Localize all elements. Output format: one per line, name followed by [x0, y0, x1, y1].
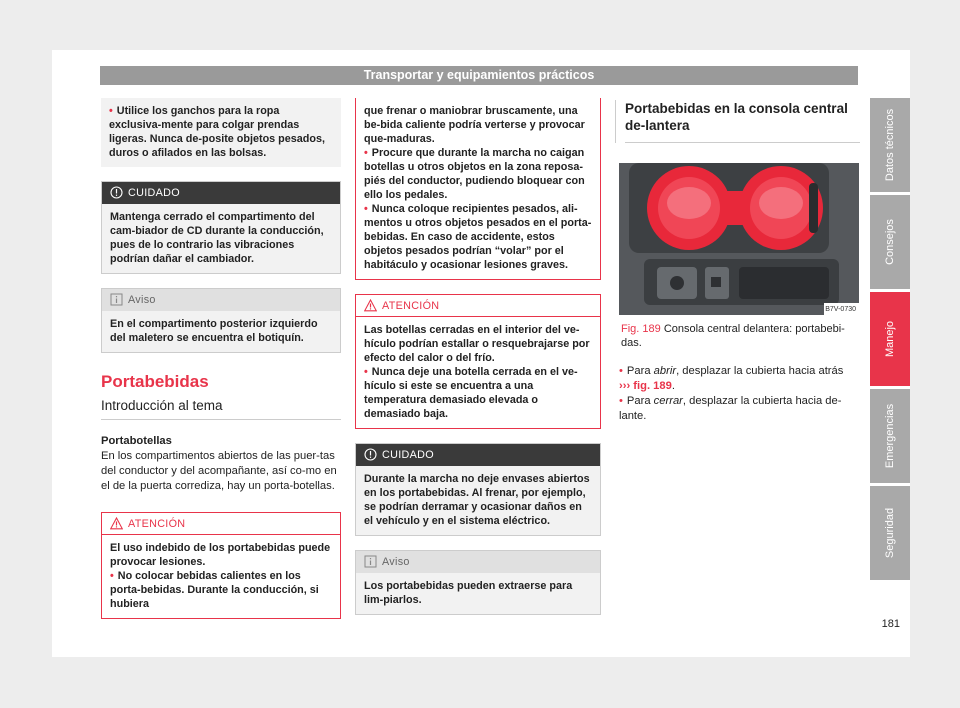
instruction-open: • Para abrir, desplazar la cubierta hacia atrás ››› fig. 189. — [619, 364, 859, 394]
cuidado-body: Mantenga cerrado el compartimento del cam-biador de CD durante la conducción, pues de lo contrario las vibraciones podrían dañar el cambiador. — [110, 211, 324, 265]
aviso-body: En el compartimento posterior izquierdo del maletero se encuentra el botiquín. — [110, 318, 318, 344]
bullet-item: • No colocar bebidas calientes en los porta-bebidas. Durante la conducción, si hubiera — [110, 569, 332, 611]
bullet-item: • Procure que durante la marcha no caigan botellas u otros objetos en la zona reposa-piés del conductor, pudiendo bloquear con ello los pedales. — [364, 146, 592, 202]
chapter-tabs — [870, 98, 910, 583]
section-heading: Portabebidas en la consola central de-lantera — [625, 100, 860, 143]
bullet-item: • Nunca deje una botella cerrada en el ve-hículo si este se encuentra a una temperatura demasiado elevada o demasiado baja. — [364, 365, 592, 421]
atencion-continuation — [355, 98, 601, 280]
atencion-title: ATENCIÓN — [356, 295, 600, 317]
column-middle — [355, 98, 601, 629]
cupholder-photo — [619, 163, 859, 315]
aviso-title: Aviso — [356, 551, 600, 573]
cuidado-title: CUIDADO — [356, 444, 600, 466]
photo-code: B7V-0730 — [825, 306, 856, 313]
cupholder-illustration — [619, 163, 859, 315]
column-left — [101, 98, 341, 633]
atencion-body: El uso indebido de los portabebidas puede provocar lesiones. • No colocar bebidas calientes en los porta-bebidas. Durante la conducción, si hubiera — [102, 535, 340, 618]
aviso-title: Aviso — [102, 289, 340, 311]
info-circle-icon — [110, 186, 123, 199]
bullet-item: • Nunca coloque recipientes pesados, ali-mentos u otros objetos pesados en el porta-bebidas. En caso de accidente, estos objetos pesados podrían “volar” por el habitáculo y ocasionar lesiones graves. — [364, 202, 592, 272]
bullet-item: • Utilice los ganchos para la ropa exclusiva-mente para colgar prendas ligeras. Nunca de-posite objetos pesados, duros o afilados en las bolsas. — [101, 98, 341, 167]
cuidado-box — [101, 181, 341, 274]
warning-triangle-icon — [110, 517, 123, 530]
section-title: Portabebidas — [101, 372, 209, 391]
note-continuation — [101, 98, 341, 167]
tab-manejo[interactable]: Manejo — [870, 292, 910, 386]
tab-consejos[interactable]: Consejos — [870, 195, 910, 289]
section-heading-wrap — [615, 100, 859, 143]
figure-caption: Fig. 189 Consola central delantera: portabebi-das. — [621, 323, 845, 349]
cuidado-body: Durante la marcha no deje envases abiertos en los portabebidas. Al frenar, por ejemplo, se podrían derramar y ocasionar daños en el vehículo y en el sistema eléctrico. — [364, 473, 590, 527]
atencion-box-2 — [355, 294, 601, 429]
atencion-box — [101, 512, 341, 619]
tab-datos-tecnicos[interactable]: Datos técnicos — [870, 98, 910, 192]
info-circle-icon — [364, 448, 377, 461]
cuidado-title: CUIDADO — [102, 182, 340, 204]
instruction-list — [619, 364, 859, 424]
sub-heading: Portabotellas — [101, 435, 172, 447]
instruction-close: • Para cerrar, desplazar la cubierta hacia de-lante. — [619, 394, 859, 424]
warning-triangle-icon — [364, 299, 377, 312]
page-number: 181 — [881, 618, 900, 630]
aviso-box — [101, 288, 341, 353]
section-subtitle: Introducción al tema — [101, 399, 341, 421]
atencion-title: ATENCIÓN — [102, 513, 340, 535]
info-icon — [364, 555, 377, 568]
atencion-continuation-body: que frenar o maniobrar bruscamente, una be-bida caliente podría verterse y provocar que-maduras. • Procure que durante la marcha no caigan botellas u otros objetos en la zona reposa-piés del conductor, pudiendo bloquear con ello los pedales. • Nunca coloque recipientes pesados, ali-mentos u otros objetos pesados en el porta-bebidas. En caso de accidente, estos objetos pesados podrían “volar” por el habitáculo y ocasionar lesiones graves. — [356, 98, 600, 279]
tab-emergencias[interactable]: Emergencias — [870, 389, 910, 483]
aviso-box-2 — [355, 550, 601, 615]
info-icon — [110, 293, 123, 306]
aviso-body: Los portabebidas pueden extraerse para lim-piarlos. — [364, 580, 573, 606]
column-right — [615, 98, 859, 424]
figure-reference-link[interactable]: ››› fig. 189 — [619, 380, 672, 392]
atencion-body: Las botellas cerradas en el interior del ve-hículo podrían estallar o resquebrajarse por efecto del calor o del frío. • Nunca deje una botella cerrada en el ve-hículo si este se encuentra a una temperatura demasiado elevada o demasiado baja. — [356, 317, 600, 428]
running-header: Transportar y equipamientos prácticos — [100, 66, 858, 85]
cuidado-box-2 — [355, 443, 601, 536]
body-paragraph: En los compartimentos abiertos de las puer-tas del conductor y del acompañante, así co-mo en el de la puerta corrediza, hay un porta-botellas. — [101, 449, 337, 492]
tab-seguridad[interactable]: Seguridad — [870, 486, 910, 580]
